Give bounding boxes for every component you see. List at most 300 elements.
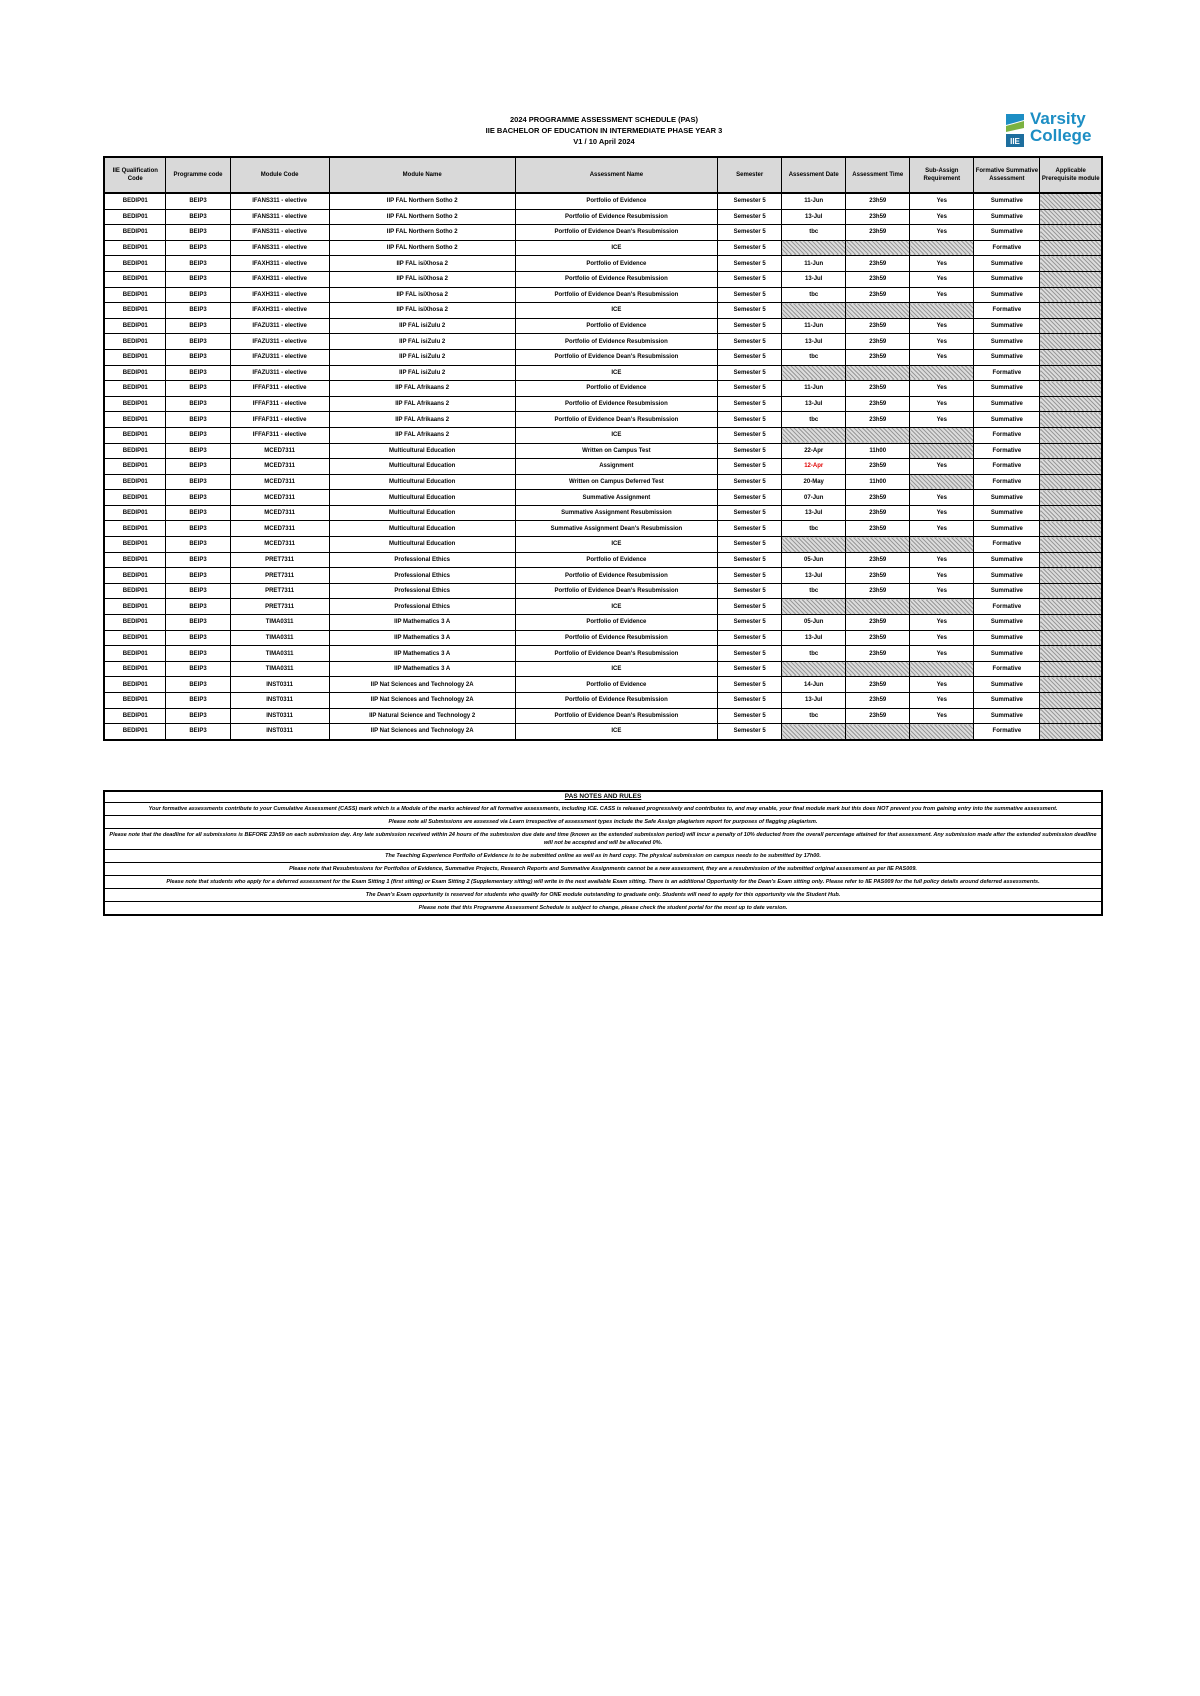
table-cell: BEDIP01 [104, 693, 166, 709]
table-cell: IIP FAL isiZulu 2 [329, 365, 515, 381]
table-cell: BEIP3 [166, 583, 230, 599]
table-cell: Formative [974, 303, 1040, 319]
table-cell: MCED7311 [230, 505, 329, 521]
note-line: Please note that this Programme Assessment Schedule is subject to change, please check the student portal for the most up to date version. [104, 902, 1102, 916]
table-cell: IIP FAL isiZulu 2 [329, 349, 515, 365]
table-cell: BEDIP01 [104, 271, 166, 287]
table-cell: Portfolio of Evidence Resubmission [515, 630, 717, 646]
table-cell: TIMA0311 [230, 615, 329, 631]
note-line: Please note that Resubmissions for Portfolios of Evidence, Summative Projects, Research Reports and Summative Assignments cannot be a new assessment, they are a resubmission of the submitted original assessment as per IIE PAS009. [104, 863, 1102, 876]
table-cell [782, 240, 846, 256]
table-cell [1040, 708, 1102, 724]
table-cell: 13-Jul [782, 334, 846, 350]
table-cell: Semester 5 [718, 661, 782, 677]
table-cell: BEIP3 [166, 287, 230, 303]
table-cell: BEDIP01 [104, 630, 166, 646]
column-header: Assessment Date [782, 157, 846, 193]
table-cell [1040, 443, 1102, 459]
table-cell: Portfolio of Evidence Dean's Resubmission [515, 583, 717, 599]
table-cell: MCED7311 [230, 537, 329, 553]
table-cell: IIP Nat Sciences and Technology 2A [329, 693, 515, 709]
table-cell [1040, 505, 1102, 521]
table-cell: 23h59 [846, 396, 910, 412]
table-cell [1040, 412, 1102, 428]
table-cell: BEDIP01 [104, 599, 166, 615]
column-header: Module Code [230, 157, 329, 193]
table-cell [910, 599, 974, 615]
table-cell: Yes [910, 256, 974, 272]
table-cell: BEDIP01 [104, 474, 166, 490]
table-cell: Yes [910, 459, 974, 475]
table-cell: MCED7311 [230, 459, 329, 475]
note-line: The Teaching Experience Portfolio of Evidence is to be submitted online as well as in hard copy. The physical submission on campus needs to be submitted by 17h00. [104, 850, 1102, 863]
table-cell: ICE [515, 724, 717, 740]
table-cell: Summative [974, 193, 1040, 209]
table-cell [1040, 318, 1102, 334]
table-cell: 05-Jun [782, 552, 846, 568]
table-cell: BEIP3 [166, 599, 230, 615]
table-cell: ICE [515, 303, 717, 319]
table-cell: Portfolio of Evidence [515, 677, 717, 693]
table-cell: IFAZU311 - elective [230, 349, 329, 365]
table-cell: 23h59 [846, 349, 910, 365]
table-cell: Summative [974, 396, 1040, 412]
table-body [104, 193, 1102, 740]
table-cell: IFANS311 - elective [230, 240, 329, 256]
table-cell [846, 427, 910, 443]
table-cell: BEDIP01 [104, 427, 166, 443]
table-cell: Portfolio of Evidence Dean's Resubmission [515, 646, 717, 662]
table-cell: Summative [974, 693, 1040, 709]
table-cell: tbc [782, 349, 846, 365]
table-cell: Yes [910, 381, 974, 397]
table-cell: BEDIP01 [104, 443, 166, 459]
table-cell [846, 599, 910, 615]
table-cell: Portfolio of Evidence Resubmission [515, 334, 717, 350]
table-row [104, 349, 1102, 365]
table-cell: Semester 5 [718, 646, 782, 662]
table-cell: BEDIP01 [104, 521, 166, 537]
table-row [104, 303, 1102, 319]
table-cell: BEIP3 [166, 490, 230, 506]
table-cell: 23h59 [846, 677, 910, 693]
note-line: Please note that the deadline for all submissions is BEFORE 23h59 on each submission day. Any late submission received within 24 hours of the submission due date and time (known as the extended submission period) will incur a penalty of 10% deducted from the overall percentage attained for that assessment. Any submission made after the extended submission deadline will not be accepted and will be allocated 0%. [104, 829, 1102, 850]
table-cell: 23h59 [846, 630, 910, 646]
table-cell [1040, 630, 1102, 646]
table-cell: IIP FAL isiXhosa 2 [329, 303, 515, 319]
table-cell: Formative [974, 599, 1040, 615]
table-row [104, 225, 1102, 241]
table-cell [1040, 568, 1102, 584]
table-cell: 05-Jun [782, 615, 846, 631]
column-header: Sub-Assign Requirement [910, 157, 974, 193]
note-line: Please note that students who apply for a deferred assessment for the Exam Sitting 1 (first sitting) or Exam Sitting 2 (Supplementary sitting) will write in the next available Exam sitting. There is an additional Opportunity for the Dean's Exam sitting only. Please refer to IIE PAS009 for the full policy details around deferred assessments. [104, 876, 1102, 889]
table-cell [846, 724, 910, 740]
table-cell: Summative [974, 521, 1040, 537]
table-cell: BEDIP01 [104, 646, 166, 662]
table-cell: Summative [974, 708, 1040, 724]
table-cell: Portfolio of Evidence [515, 615, 717, 631]
table-cell [1040, 459, 1102, 475]
table-cell: ICE [515, 240, 717, 256]
table-cell: Portfolio of Evidence Dean's Resubmission [515, 708, 717, 724]
table-cell: IIP FAL isiXhosa 2 [329, 271, 515, 287]
table-cell: MCED7311 [230, 490, 329, 506]
table-cell [1040, 490, 1102, 506]
table-row [104, 537, 1102, 553]
table-cell: BEIP3 [166, 552, 230, 568]
table-cell: Semester 5 [718, 412, 782, 428]
table-cell: Portfolio of Evidence Resubmission [515, 209, 717, 225]
table-cell: IFANS311 - elective [230, 209, 329, 225]
table-cell: BEDIP01 [104, 209, 166, 225]
table-cell [1040, 381, 1102, 397]
table-cell [846, 240, 910, 256]
table-cell: Summative [974, 646, 1040, 662]
table-cell: 22-Apr [782, 443, 846, 459]
table-row [104, 583, 1102, 599]
table-cell: Multicultural Education [329, 537, 515, 553]
table-cell: BEIP3 [166, 318, 230, 334]
table-cell: TIMA0311 [230, 646, 329, 662]
table-cell [1040, 615, 1102, 631]
table-cell: ICE [515, 427, 717, 443]
table-cell [846, 537, 910, 553]
table-cell: BEIP3 [166, 474, 230, 490]
table-cell: BEIP3 [166, 240, 230, 256]
table-cell: 23h59 [846, 334, 910, 350]
table-cell: IIP FAL Northern Sotho 2 [329, 225, 515, 241]
table-cell: Summative [974, 256, 1040, 272]
table-row [104, 661, 1102, 677]
table-cell: Semester 5 [718, 396, 782, 412]
table-cell: BEDIP01 [104, 303, 166, 319]
column-header: Programme code [166, 157, 230, 193]
table-cell: IFAXH311 - elective [230, 256, 329, 272]
table-cell: BEIP3 [166, 505, 230, 521]
table-row [104, 459, 1102, 475]
table-cell: Portfolio of Evidence Dean's Resubmission [515, 412, 717, 428]
table-cell: BEIP3 [166, 661, 230, 677]
table-cell: Semester 5 [718, 521, 782, 537]
table-cell: BEIP3 [166, 693, 230, 709]
table-cell: 23h59 [846, 381, 910, 397]
table-cell: Semester 5 [718, 287, 782, 303]
table-cell: 07-Jun [782, 490, 846, 506]
table-cell: Yes [910, 490, 974, 506]
table-cell: IFAZU311 - elective [230, 318, 329, 334]
table-cell: BEDIP01 [104, 490, 166, 506]
table-cell: BEDIP01 [104, 505, 166, 521]
table-cell: Semester 5 [718, 615, 782, 631]
table-cell: BEIP3 [166, 412, 230, 428]
column-header: Applicable Prerequisite module [1040, 157, 1102, 193]
table-cell [782, 537, 846, 553]
table-cell: IIP FAL Northern Sotho 2 [329, 240, 515, 256]
column-header: Assessment Name [515, 157, 717, 193]
table-cell: BEDIP01 [104, 552, 166, 568]
table-cell: IFAXH311 - elective [230, 303, 329, 319]
table-cell [782, 427, 846, 443]
table-cell: 23h59 [846, 287, 910, 303]
table-cell: BEIP3 [166, 459, 230, 475]
table-cell: Professional Ethics [329, 583, 515, 599]
logo-wordmark [1030, 110, 1091, 144]
table-cell: Yes [910, 193, 974, 209]
table-cell: IIP FAL isiZulu 2 [329, 334, 515, 350]
table-row [104, 552, 1102, 568]
table-cell: Semester 5 [718, 474, 782, 490]
table-row [104, 365, 1102, 381]
table-cell: Semester 5 [718, 240, 782, 256]
table-row [104, 209, 1102, 225]
table-cell: MCED7311 [230, 474, 329, 490]
table-cell: BEIP3 [166, 677, 230, 693]
table-cell [1040, 677, 1102, 693]
column-header: Formative Summative Assessment [974, 157, 1040, 193]
table-cell: Semester 5 [718, 505, 782, 521]
table-cell [1040, 334, 1102, 350]
logo-mark-icon [1004, 112, 1026, 148]
table-row [104, 443, 1102, 459]
table-cell: Formative [974, 661, 1040, 677]
table-cell: Portfolio of Evidence [515, 256, 717, 272]
table-cell: Summative Assignment [515, 490, 717, 506]
table-cell: tbc [782, 225, 846, 241]
table-cell: Written on Campus Deferred Test [515, 474, 717, 490]
table-cell: Summative Assignment Resubmission [515, 505, 717, 521]
logo-line-1: Varsity [1030, 109, 1086, 128]
table-cell: IFAZU311 - elective [230, 365, 329, 381]
table-cell: Multicultural Education [329, 505, 515, 521]
table-cell: BEIP3 [166, 630, 230, 646]
table-cell: Multicultural Education [329, 521, 515, 537]
table-cell: Semester 5 [718, 427, 782, 443]
table-cell: 13-Jul [782, 568, 846, 584]
table-cell: BEDIP01 [104, 537, 166, 553]
table-cell: 23h59 [846, 552, 910, 568]
table-cell: Summative [974, 334, 1040, 350]
table-cell: Semester 5 [718, 349, 782, 365]
table-cell: Yes [910, 225, 974, 241]
table-cell: IIP FAL isiXhosa 2 [329, 256, 515, 272]
table-cell: 23h59 [846, 271, 910, 287]
table-row [104, 240, 1102, 256]
table-cell: Semester 5 [718, 256, 782, 272]
table-cell: Formative [974, 724, 1040, 740]
table-cell: INST0311 [230, 724, 329, 740]
table-cell: IIP FAL Afrikaans 2 [329, 412, 515, 428]
table-cell: IIP FAL Afrikaans 2 [329, 427, 515, 443]
table-cell: Portfolio of Evidence Resubmission [515, 271, 717, 287]
table-cell: IIP Natural Science and Technology 2 [329, 708, 515, 724]
table-cell: IFAXH311 - elective [230, 271, 329, 287]
table-cell: Professional Ethics [329, 552, 515, 568]
table-cell: Formative [974, 537, 1040, 553]
table-row [104, 271, 1102, 287]
table-cell: Yes [910, 583, 974, 599]
table-cell: 23h59 [846, 412, 910, 428]
table-cell: IIP FAL Northern Sotho 2 [329, 193, 515, 209]
table-cell [1040, 349, 1102, 365]
assessment-schedule-table [103, 156, 1103, 741]
table-cell: BEDIP01 [104, 708, 166, 724]
table-cell: Semester 5 [718, 693, 782, 709]
table-cell [846, 661, 910, 677]
title-line-1: 2024 PROGRAMME ASSESSMENT SCHEDULE (PAS) [510, 115, 698, 124]
table-cell: BEIP3 [166, 193, 230, 209]
table-cell [1040, 287, 1102, 303]
note-line: The Dean's Exam opportunity is reserved for students who qualify for ONE module outstanding to graduate only. Students will need to apply for this opportunity via the Student Hub. [104, 889, 1102, 902]
table-cell: BEDIP01 [104, 724, 166, 740]
table-cell: Summative [974, 412, 1040, 428]
table-cell: IIP FAL isiXhosa 2 [329, 287, 515, 303]
table-row [104, 724, 1102, 740]
table-cell [1040, 365, 1102, 381]
table-row [104, 708, 1102, 724]
table-cell: Summative [974, 568, 1040, 584]
table-cell: BEDIP01 [104, 193, 166, 209]
table-cell: Yes [910, 646, 974, 662]
table-cell: Multicultural Education [329, 490, 515, 506]
table-cell: Summative [974, 318, 1040, 334]
table-cell: Semester 5 [718, 303, 782, 319]
table-cell: Yes [910, 412, 974, 428]
table-cell: BEIP3 [166, 708, 230, 724]
table-cell: BEDIP01 [104, 334, 166, 350]
table-cell [846, 365, 910, 381]
table-cell: Yes [910, 568, 974, 584]
table-cell: BEIP3 [166, 724, 230, 740]
table-cell [782, 724, 846, 740]
table-cell: 23h59 [846, 193, 910, 209]
table-cell: 23h59 [846, 318, 910, 334]
table-header-row [104, 157, 1102, 193]
table-cell [1040, 474, 1102, 490]
table-cell: BEIP3 [166, 521, 230, 537]
varsity-college-logo [1004, 110, 1100, 150]
table-row [104, 630, 1102, 646]
table-cell: ICE [515, 599, 717, 615]
table-cell: BEIP3 [166, 443, 230, 459]
table-cell: 23h59 [846, 256, 910, 272]
table-cell: Summative [974, 349, 1040, 365]
table-cell: 13-Jul [782, 693, 846, 709]
table-row [104, 568, 1102, 584]
table-cell: BEDIP01 [104, 287, 166, 303]
table-cell: IFANS311 - elective [230, 193, 329, 209]
table-cell [1040, 303, 1102, 319]
table-cell: 23h59 [846, 646, 910, 662]
table-cell: IIP Nat Sciences and Technology 2A [329, 677, 515, 693]
table-cell: Semester 5 [718, 568, 782, 584]
table-cell: IFFAF311 - elective [230, 412, 329, 428]
table-cell: 23h59 [846, 225, 910, 241]
table-cell: tbc [782, 412, 846, 428]
table-cell: tbc [782, 287, 846, 303]
table-cell: Formative [974, 459, 1040, 475]
table-cell: BEIP3 [166, 646, 230, 662]
table-cell [910, 537, 974, 553]
table-cell: IIP Nat Sciences and Technology 2A [329, 724, 515, 740]
table-cell: BEDIP01 [104, 256, 166, 272]
table-cell: Semester 5 [718, 271, 782, 287]
table-cell: IIP FAL Northern Sotho 2 [329, 209, 515, 225]
table-cell: BEDIP01 [104, 240, 166, 256]
column-header: Assessment Time [846, 157, 910, 193]
table-cell [1040, 427, 1102, 443]
table-row [104, 412, 1102, 428]
table-row [104, 646, 1102, 662]
table-cell: Summative [974, 615, 1040, 631]
table-cell: INST0311 [230, 708, 329, 724]
notes-title: PAS NOTES AND RULES [104, 791, 1102, 803]
table-cell: 11-Jun [782, 256, 846, 272]
table-cell: BEDIP01 [104, 661, 166, 677]
table-cell: BEIP3 [166, 427, 230, 443]
table-cell: TIMA0311 [230, 630, 329, 646]
table-cell [910, 661, 974, 677]
table-cell: Yes [910, 677, 974, 693]
table-cell: IIP Mathematics 3 A [329, 646, 515, 662]
table-cell: Yes [910, 505, 974, 521]
table-cell: Yes [910, 708, 974, 724]
table-row [104, 474, 1102, 490]
logo-mark-text: IIE [1010, 137, 1020, 146]
table-cell: Yes [910, 349, 974, 365]
table-cell: BEIP3 [166, 271, 230, 287]
table-cell: Portfolio of Evidence [515, 552, 717, 568]
table-row [104, 193, 1102, 209]
table-cell: BEDIP01 [104, 225, 166, 241]
table-cell: Semester 5 [718, 552, 782, 568]
table-cell: Yes [910, 287, 974, 303]
table-cell: Summative [974, 505, 1040, 521]
table-cell: tbc [782, 646, 846, 662]
table-cell [782, 661, 846, 677]
logo-line-2: College [1030, 126, 1092, 145]
table-cell: PRET7311 [230, 599, 329, 615]
table-cell: Yes [910, 521, 974, 537]
title-line-3: V1 / 10 April 2024 [573, 137, 635, 146]
table-row [104, 505, 1102, 521]
table-cell: IIP FAL Afrikaans 2 [329, 381, 515, 397]
table-cell: BEIP3 [166, 615, 230, 631]
table-cell [1040, 225, 1102, 241]
table-row [104, 318, 1102, 334]
table-cell [1040, 661, 1102, 677]
table-cell [1040, 521, 1102, 537]
table-cell: Semester 5 [718, 677, 782, 693]
table-cell: 23h59 [846, 505, 910, 521]
table-cell: BEIP3 [166, 537, 230, 553]
table-cell: Semester 5 [718, 381, 782, 397]
table-cell: Semester 5 [718, 599, 782, 615]
table-cell [1040, 552, 1102, 568]
table-cell: tbc [782, 521, 846, 537]
table-cell: 11h00 [846, 443, 910, 459]
table-cell: 14-Jun [782, 677, 846, 693]
table-cell [782, 599, 846, 615]
table-cell: 23h59 [846, 521, 910, 537]
table-cell [1040, 583, 1102, 599]
table-cell: Formative [974, 474, 1040, 490]
table-cell [1040, 646, 1102, 662]
table-cell: IFFAF311 - elective [230, 427, 329, 443]
table-cell: Professional Ethics [329, 568, 515, 584]
table-cell: Yes [910, 209, 974, 225]
table-cell: 23h59 [846, 708, 910, 724]
